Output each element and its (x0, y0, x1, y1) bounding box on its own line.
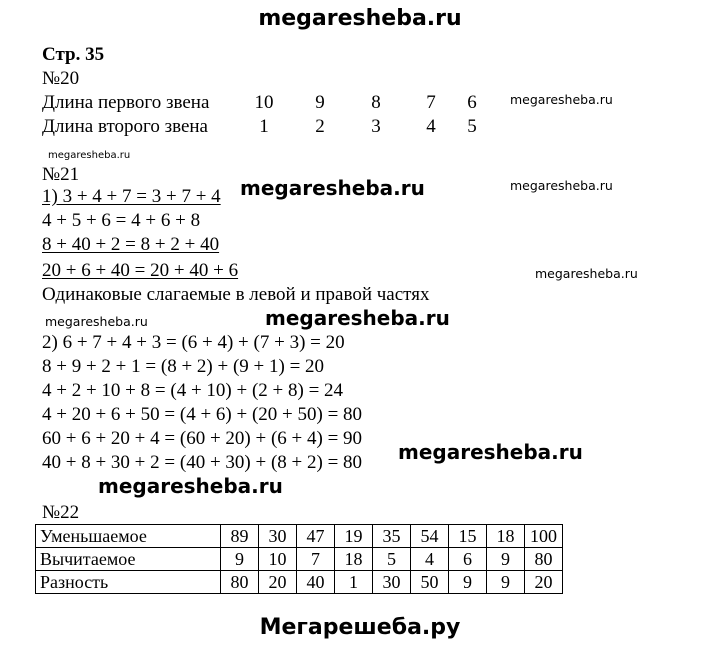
equation-line (42, 234, 219, 256)
footer-site-name: Мегарешеба.ру (259, 615, 461, 640)
table-cell: 9 (221, 548, 259, 571)
subtraction-table (35, 524, 563, 594)
table-cell: 7 (297, 548, 335, 571)
table-cell: 80 (525, 548, 563, 571)
watermark-big: megaresheba.ru (398, 440, 583, 464)
page-number: Стр. 35 (42, 44, 105, 65)
row1-value: 10 (254, 92, 274, 113)
watermark-big: megaresheba.ru (240, 176, 425, 200)
table-cell: 54 (411, 525, 449, 548)
watermark-small: megaresheba.ru (510, 178, 613, 193)
watermark-big: megaresheba.ru (98, 474, 283, 498)
table-cell: 20 (259, 571, 297, 594)
table-cell: 100 (525, 525, 563, 548)
table-cell: 35 (373, 525, 411, 548)
task-21-number: №21 (42, 164, 80, 185)
site-header-watermark: megaresheba.ru (258, 6, 462, 31)
equation-line: 8 + 9 + 2 + 1 = (8 + 2) + (9 + 1) = 20 (42, 356, 325, 377)
table-row (36, 548, 563, 571)
watermark-big: megaresheba.ru (265, 306, 450, 330)
equation-line: 40 + 8 + 30 + 2 = (40 + 30) + (8 + 2) = 80 (42, 452, 363, 473)
watermark-small: megaresheba.ru (48, 150, 131, 161)
row2-value: 3 (371, 116, 381, 137)
table-cell: 18 (487, 525, 525, 548)
row1-value: 7 (426, 92, 436, 113)
table-cell: 30 (373, 571, 411, 594)
table-cell: 20 (525, 571, 563, 594)
table-row (36, 571, 563, 594)
table-cell: 5 (373, 548, 411, 571)
equation-line (42, 186, 221, 208)
equation-text: 1) 3 + 4 + 7 = 3 + 7 + 4 (42, 186, 221, 207)
task-22-number: №22 (42, 502, 80, 523)
row2-value: 4 (426, 116, 436, 137)
conclusion-text: Одинаковые слагаемые в левой и правой частях (42, 284, 430, 305)
table-cell: 30 (259, 525, 297, 548)
equation-line: 60 + 6 + 20 + 4 = (60 + 20) + (6 + 4) = 90 (42, 428, 363, 449)
row2-value: 1 (259, 116, 269, 137)
watermark-small: megaresheba.ru (45, 314, 148, 329)
table-row (36, 525, 563, 548)
equation-line (42, 260, 238, 282)
table-cell: 47 (297, 525, 335, 548)
table-cell: 9 (487, 571, 525, 594)
table-cell: 40 (297, 571, 335, 594)
table-cell: 19 (335, 525, 373, 548)
table-cell: 89 (221, 525, 259, 548)
row1-value: 8 (371, 92, 381, 113)
task-20-row1-label: Длина первого звена (42, 92, 210, 113)
table-cell: 4 (411, 548, 449, 571)
equation-line: 4 + 20 + 6 + 50 = (4 + 6) + (20 + 50) = 80 (42, 404, 363, 425)
row2-value: 5 (467, 116, 477, 137)
row2-value: 2 (315, 116, 325, 137)
task-20-number: №20 (42, 68, 80, 89)
table-cell: 10 (259, 548, 297, 571)
equation-line: 4 + 5 + 6 = 4 + 6 + 8 (42, 210, 201, 231)
table-cell: 9 (487, 548, 525, 571)
row-label: Вычитаемое (36, 548, 221, 571)
table-cell: 1 (335, 571, 373, 594)
watermark-small: megaresheba.ru (510, 92, 613, 107)
task-20-row2-label: Длина второго звена (42, 116, 208, 137)
row-label: Уменьшаемое (36, 525, 221, 548)
table-cell: 9 (449, 571, 487, 594)
table-cell: 50 (411, 571, 449, 594)
row-label: Разность (36, 571, 221, 594)
table-cell: 6 (449, 548, 487, 571)
equation-text: 8 + 40 + 2 = 8 + 2 + 40 (42, 234, 220, 255)
row1-value: 9 (315, 92, 325, 113)
table-cell: 15 (449, 525, 487, 548)
row1-value: 6 (467, 92, 477, 113)
equation-text: 20 + 6 + 40 = 20 + 40 + 6 (42, 260, 239, 281)
watermark-small: megaresheba.ru (535, 266, 638, 281)
equation-line: 4 + 2 + 10 + 8 = (4 + 10) + (2 + 8) = 24 (42, 380, 344, 401)
equation-line: 2) 6 + 7 + 4 + 3 = (6 + 4) + (7 + 3) = 20 (42, 332, 345, 353)
table-cell: 18 (335, 548, 373, 571)
table-cell: 80 (221, 571, 259, 594)
